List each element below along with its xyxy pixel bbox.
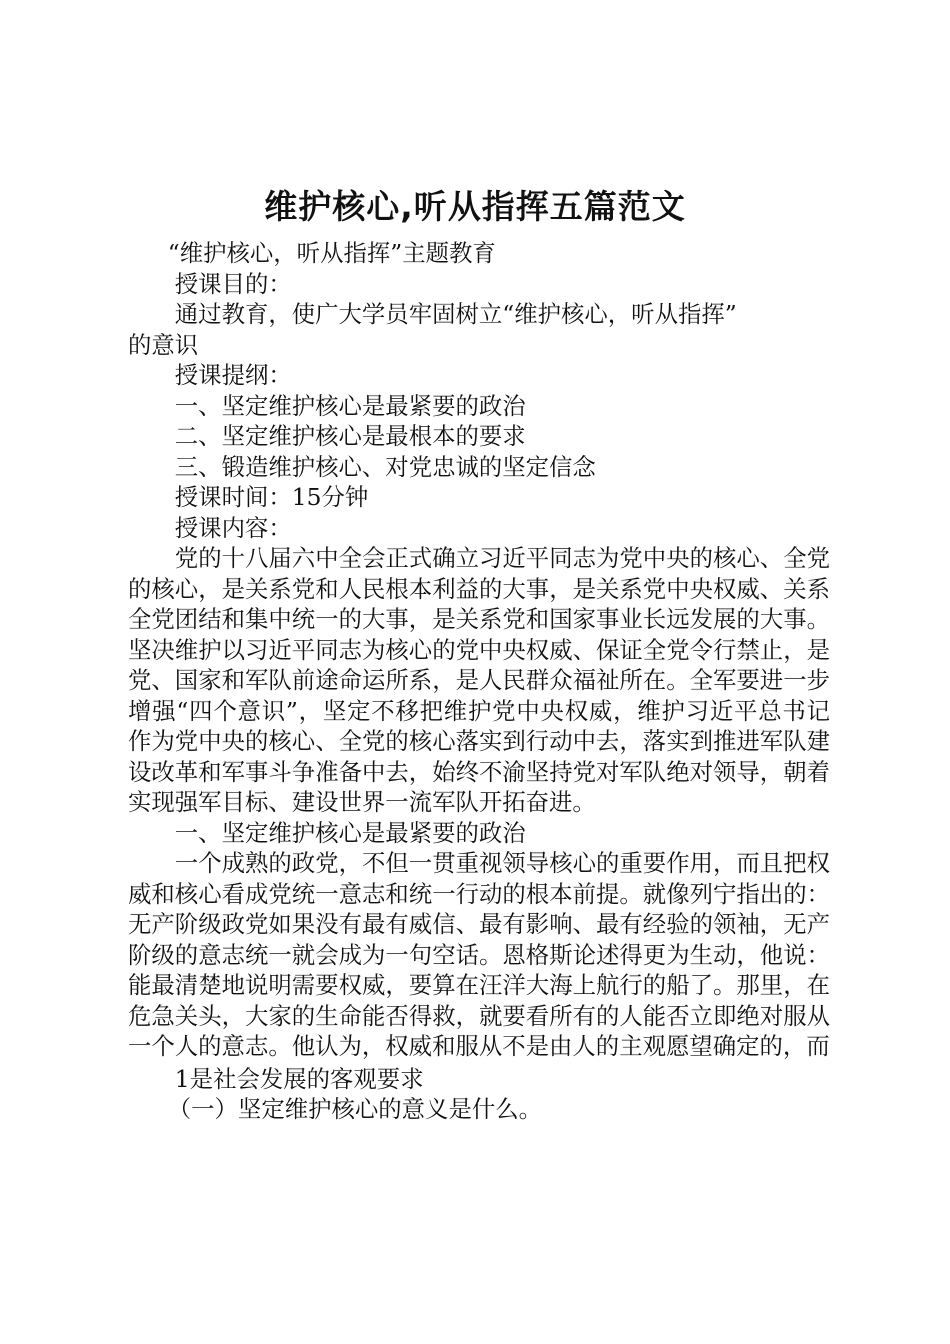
outline-item-3: 三、锻造维护核心、对党忠诚的坚定信念 bbox=[174, 452, 596, 481]
document-body bbox=[128, 238, 830, 1125]
purpose-text: 通过教育，使广大学员牢固树立“维护核心，听从指挥” bbox=[174, 300, 737, 328]
outline-item-1: 一、坚定维护核心是最紧要的政治 bbox=[174, 391, 526, 420]
section-1-heading: 一、坚定维护核心是最紧要的政治 bbox=[174, 818, 526, 847]
theme-line: “维护核心，听从指挥”主题教育 bbox=[167, 239, 496, 267]
continued-line: 1是社会发展的客观要求 bbox=[174, 1064, 424, 1093]
purpose-heading: 授课目的： bbox=[174, 269, 292, 298]
purpose-text-continued: 的意识 bbox=[128, 330, 199, 359]
class-time: 授课时间：15分钟 bbox=[174, 483, 369, 511]
content-heading: 授课内容： bbox=[174, 513, 292, 542]
paragraph-1: 党的十八届六中全会正式确立习近平同志为党中央的核心、全党的核心，是关系党和人民根本利益的大事，是关系党中央权威、关系全党团结和集中统一的大事，是关系党和国家事业长远发展的大事。坚决维护以习近平同志为核心的党中央权威、保证全党令行禁止，是党、国家和军队前途命运所系，是人民群众福祉所在。全军要进一步增强“四个意识”，坚定不移把维护党中央权威，维护习近平总书记作为党中央的核心、全党的核心落实到行动中去，落实到推进军队建设改革和军事斗争准备中去，始终不渝坚持党对军队绝对领导，朝着实现强军目标、建设世界一流军队开拓奋进。 bbox=[128, 544, 830, 816]
sub-heading: （一）坚定维护核心的意义是什么。 bbox=[167, 1095, 543, 1123]
outline-heading: 授课提纲： bbox=[174, 361, 292, 389]
paragraph-2: 一个成熟的政党，不但一贯重视领导核心的重要作用，而且把权威和核心看成党统一意志和统一行动的根本前提。就像列宁指出的：无产阶级政党如果没有最有威信、最有影响、最有经验的领袖，无产阶级的意志统一就会成为一句空话。恩格斯论述得更为生动，他说：能最清楚地说明需要权威，要算在汪洋大海上航行的船了。那里，在危急关头，大家的生命能否得救，就要看所有的人能否立即绝对服从一个人的意志。他认为，权威和服从不是由人的主观愿望确定的，而 bbox=[128, 849, 830, 1060]
document-title: 维护核心,听从指挥五篇范文 bbox=[264, 187, 686, 226]
outline-item-2: 二、坚定维护核心是最根本的要求 bbox=[174, 422, 526, 450]
